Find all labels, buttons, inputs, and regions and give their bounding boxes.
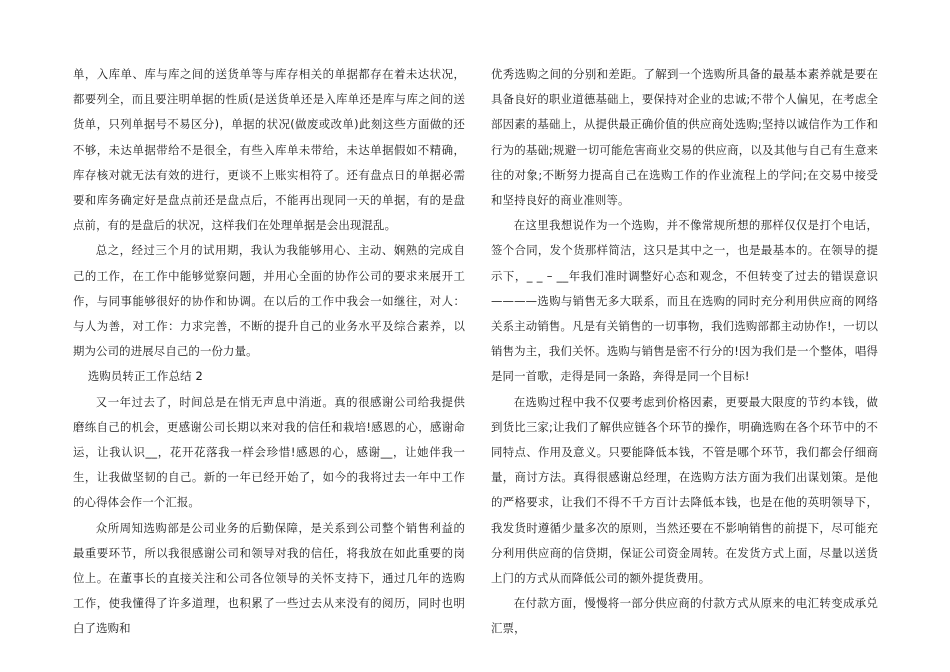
paragraph: 优秀选购之间的分别和差距。了解到一个选购所具备的最基本素养就是要在具备良好的职业道德基础上，要保持对企业的忠诚;不带个人偏见，在考虑全部因素的基础上，从提供最正确价值的供应商处选购;坚持以诚信作为工作和行为的基础;规避一切可能危害商业交易的供应商，以及其他与自己有生意来往的对象;不断努力提高自己在选购工作的作业流程上的学问;在交易中接受和坚持良好的商业准则等。 <box>491 67 878 208</box>
paragraph: 总之，经过三个月的试用期，我认为我能够用心、主动、娴熟的完成自己的工作，在工作中能够觉察问题，并用心全面的协作公司的要求来展开工作，与同事能够很好的协作和协调。在以后的工作中我会一如继往，对人：与人为善，对工作：力求完善，不断的提升自己的业务水平及综合素养，以期为公司的进展尽自己的一份力量。 <box>73 243 465 359</box>
paragraph: 又一年过去了，时间总是在悄无声息中消逝。真的很感谢公司给我提供磨练自己的机会，更感谢公司长期以来对我的信任和栽培!感恩的心，感谢命运，让我认识__，花开花落我一样会珍惜!感恩的心，感谢__，让她伴我一生，让我做坚韧的自己。新的一年已经开始了，如今的我将过去一年中工作的心得体会作一个汇报。 <box>73 394 465 510</box>
paragraph: 单，入库单、库与库之间的送货单等与库存相关的单据都存在着未达状况，都要列全，而且要注明单据的性质(是送货单还是入库单还是库与库之间的送货单，只列单据号不易区分)，单据的状况(做废或改单)此刻这些方面做的还不够，未达单据带给不是很全，有些入库单未带给，未达单据假如不精确，库存核对就无法有效的进行，更谈不上账实相符了。还有盘点日的单据必需要和库务确定好是盘点前还是盘点后，不能再出现同一天的单据，有的是盘点前，有的是盘后的状况，这样我们在处理单据是会出现混乱。 <box>73 67 465 233</box>
left-column <box>73 62 465 642</box>
right-column <box>491 62 878 642</box>
paragraph: 在选购过程中我不仅要考虑到价格因素，更要最大限度的节约本钱，做到货比三家;让我们了解供应链各个环节的操作，明确选购在各个环节中的不同特点、作用及意义。只要能降低本钱，不管是哪个环节，我们都会仔细商量，商讨方法。真得很感谢总经理，在选购方法方面为我们出谋划策。是他的严格要求，让我们不得不千方百计去降低本钱，也是在他的英明领导下，我发货时遵循少量多次的原则，当然还要在不影响销售的前提下，尽可能充分利用供应商的信贷期，保证公司资金周转。在发货方式上面，尽量以送货上门的方式从而降低公司的额外提货费用。 <box>491 394 878 586</box>
paragraph: 众所周知选购部是公司业务的后勤保障，是关系到公司整个销售利益的最重要环节，所以我很感谢公司和领导对我的信任，将我放在如此重要的岗位上。在董事长的直接关注和公司各位领导的关怀支持下，通过几年的选购工作，使我懂得了许多道理，也积累了一些过去从来没有的阅历，同时也明白了选购和 <box>73 520 465 636</box>
paragraph: 在这里我想说作为一个选购，并不像常规所想的那样仅仅是打个电话，签个合同，发个货那样简洁，这只是其中之一，也是最基本的。在领导的提示下，_ _ – __年我们准时调整好心态和观念，不但转变了过去的错误意识————选购与销售无多大联系，而且在选购的同时充分利用供应商的网络关系主动销售。凡是有关销售的一切事物，我们选购部都主动协作!，一切以销售为主，我们关怀。选购与销售是密不行分的!因为我们是一个整体，唱得是同一首歌，走得是同一条路，奔得是同一个目标! <box>491 218 878 384</box>
paragraph: 在付款方面，慢慢将一部分供应商的付款方式从原来的电汇转变成承兑汇票， <box>491 596 878 636</box>
section-heading: 选购员转正工作总结 2 <box>87 369 203 384</box>
